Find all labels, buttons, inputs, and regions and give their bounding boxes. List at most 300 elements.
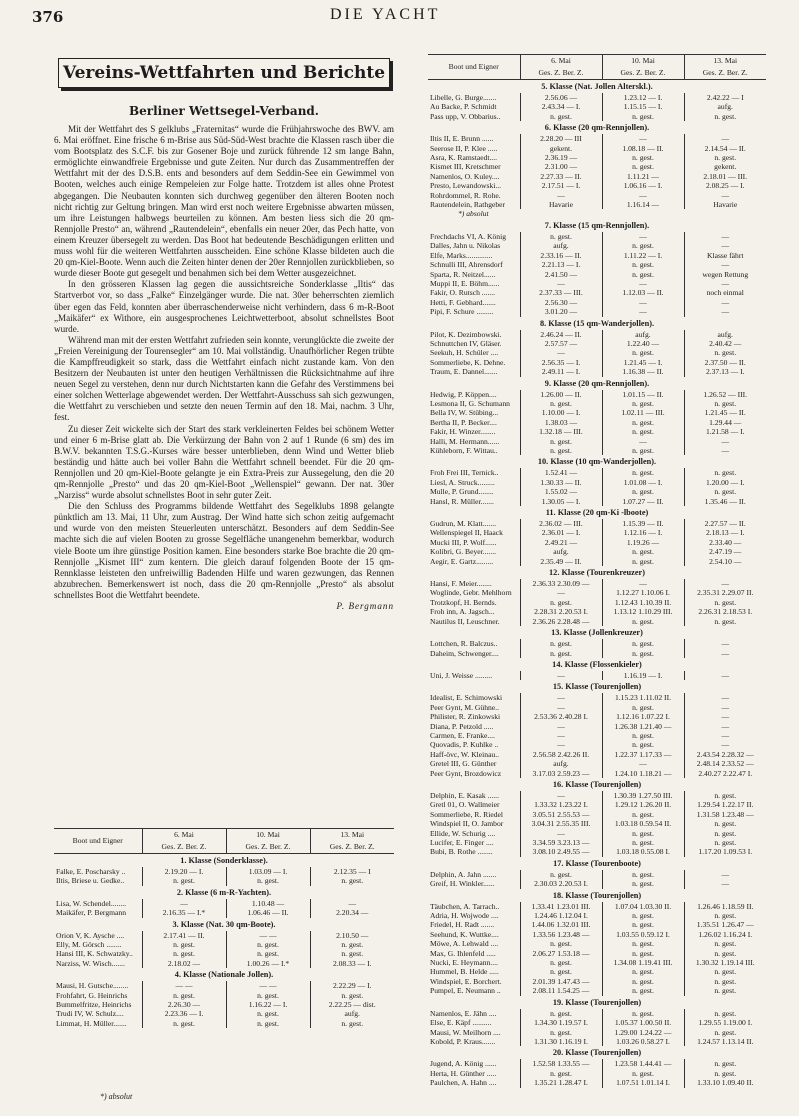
table-row [428, 367, 766, 376]
time-cell: — [684, 307, 766, 316]
time-cell: 2.49.21 — [520, 538, 602, 547]
class-heading: 17. Klasse (Tourenboote) [553, 858, 641, 868]
class-heading: 19. Klasse (Tourenjollen) [552, 997, 642, 1007]
table-row [428, 588, 766, 597]
time-cell: n. gest. [684, 819, 766, 828]
table-row [428, 800, 766, 809]
time-cell: n. gest. [520, 399, 602, 408]
results-table-right [428, 54, 766, 1088]
table-row [428, 497, 766, 506]
class-heading: 4. Klasse (Nationale Jollen). [174, 970, 274, 980]
time-cell: 1.17.20 1.09.53 I. [684, 847, 766, 856]
table-header-row [54, 829, 394, 854]
article-title: Vereins-Wettfahrten und Berichte [62, 63, 386, 83]
time-cell: n. gest. [602, 810, 684, 819]
table-row [428, 102, 766, 111]
time-cell: 2.28.31 2.20.53 I. [520, 607, 602, 616]
table-row [428, 598, 766, 607]
table-row [428, 358, 766, 367]
time-cell: 1.44.06 1.32.01 III. [520, 920, 602, 929]
boat-owner-cell: Hedwig, P. Köppen.... [430, 389, 497, 399]
class-heading-row [54, 854, 394, 868]
article-paragraph: In den grösseren Klassen lag gegen die aussichtsreiche Sonderklasse „Iltis“ das Startverbot vor, so dass „Falke“ Einzelgänger wurde. Die nat. 30er beherrschten ziemlich über egen das Feld, konnten aber überraschenderweise nicht verhindern, dass 6 m-R-Boot „Maikäfer“ ex Withore, ein ausgesprochenes Leichtwetterboot, absolut schnellstes Boot wurde. [54, 279, 394, 334]
boat-owner-cell: Carmen, E. Franke.... [430, 730, 495, 740]
table-row [428, 1037, 766, 1046]
time-cell: — [520, 731, 602, 740]
time-cell: n. gest. [310, 949, 394, 958]
table-row [428, 348, 766, 357]
boat-owner-cell: Nautilus II, Leuschner. [430, 616, 500, 626]
table-row [54, 991, 394, 1000]
time-cell: 2.10.50 — [310, 931, 394, 940]
boat-owner-cell: Mausi, W. Meilhorn .... [430, 1027, 501, 1037]
table-row [54, 931, 394, 940]
time-cell: aufg. [602, 330, 684, 339]
table-row [54, 867, 394, 876]
table-row [428, 902, 766, 911]
table-row [428, 958, 766, 967]
time-cell: n. gest. [520, 870, 602, 879]
table-row [428, 144, 766, 153]
time-cell: — [520, 693, 602, 702]
time-cell: 1.30.39 1.27.50 III. [602, 791, 684, 800]
time-cell: 1.29.00 1.24.22 — [602, 1028, 684, 1037]
time-cell: 2.12.35 — I [310, 867, 394, 876]
boat-owner-cell: Rautendelein, Rathgeber [430, 200, 506, 210]
class-heading: 9. Klasse (20 qm-Rennjollen). [544, 378, 650, 388]
time-cell: 2.56.06 — [520, 93, 602, 102]
table-row [428, 986, 766, 995]
boat-owner-cell: Trotzkopf, H. Bernds. [430, 597, 497, 607]
header-date-3: 13. Mai Ges. Z. Ber. Z. [684, 55, 766, 80]
table-row [428, 617, 766, 626]
time-cell: — [310, 899, 394, 908]
boat-owner-cell: Halli, M. Hermann...... [430, 436, 500, 446]
time-cell: — [142, 899, 226, 908]
time-cell: 1.30.05 — I. [520, 497, 602, 506]
boat-owner-cell: Wellenspiegel II, Haack [430, 528, 503, 538]
table-row [428, 241, 766, 250]
class-heading-row [428, 377, 766, 390]
time-cell: — [684, 232, 766, 241]
time-cell: — [684, 446, 766, 455]
table-row [428, 408, 766, 417]
boat-owner-cell: Seehund, K. Wuttke.... [430, 929, 499, 939]
time-cell: 1.26.02 1.16.24 I. [684, 930, 766, 939]
time-cell: 2.20.34 — [310, 908, 394, 917]
boat-owner-cell: Kismet III, Kretschmer [430, 162, 501, 172]
time-cell: 1.26.46 1.18.59 II. [684, 902, 766, 911]
time-cell: — [520, 588, 602, 597]
time-cell: n. gest. [142, 949, 226, 958]
time-cell: — [684, 241, 766, 250]
table-row [428, 740, 766, 749]
time-cell: 2.27.57 — II. [684, 519, 766, 528]
time-cell: 2.33.16 — II. [520, 251, 602, 260]
time-cell: n. gest. [684, 838, 766, 847]
table-row [428, 838, 766, 847]
time-cell: n. gest. [602, 487, 684, 496]
boat-owner-cell: Pipi, F. Schure ......... [430, 307, 494, 317]
table-row [428, 390, 766, 399]
table-row [428, 791, 766, 800]
time-cell: n. gest. [684, 399, 766, 408]
time-cell: n. gest. [602, 241, 684, 250]
time-cell: 1.01.08 — I. [602, 478, 684, 487]
time-cell: 2.19.20 — I. [142, 867, 226, 876]
boat-owner-cell: Philister, R. Zinkowski [430, 712, 501, 722]
time-cell: aufg. [684, 330, 766, 339]
header-boat: Boot und Eigner [428, 55, 520, 80]
boat-owner-cell: Trudi IV, W. Schulz.... [56, 1009, 124, 1019]
class-heading: 13. Klasse (Jollenkreuzer) [551, 628, 643, 638]
table-row [428, 1018, 766, 1027]
time-cell: 2.33.40 — [684, 538, 766, 547]
time-cell: 2.08.33 — I. [310, 959, 394, 968]
boat-owner-cell: Peer Gynt, Brozdowicz [430, 768, 502, 778]
boat-owner-cell: Frohfahrt, G. Heinrichs [56, 990, 128, 1000]
table-row [428, 437, 766, 446]
table-row [54, 949, 394, 958]
table-row [428, 288, 766, 297]
class-heading-row [428, 889, 766, 902]
boat-owner-cell: Hansl, R. Müller....... [430, 496, 494, 506]
time-cell: n. gest. [602, 639, 684, 648]
boat-owner-cell: Sommerliebe, K. Dehne. [430, 357, 506, 367]
boat-owner-cell: Woglinde, Gebr. Mehlhorn [430, 588, 512, 598]
boat-owner-cell: Froh Frei III, Ternick.. [430, 468, 499, 478]
time-cell: aufg. [520, 547, 602, 556]
time-cell: 1.06.16 — I. [602, 181, 684, 190]
table-row [428, 181, 766, 190]
time-cell: 1.52.41 — [520, 468, 602, 477]
time-cell: — [684, 740, 766, 749]
table-row [428, 1028, 766, 1037]
time-cell: — [684, 260, 766, 269]
boat-owner-cell: Lottchen, R. Balczus.. [430, 639, 498, 649]
time-cell: n. gest. [602, 348, 684, 357]
time-cell: — [520, 703, 602, 712]
time-cell: 1.16.22 — I. [226, 1000, 310, 1009]
time-cell: 1.10.48 — [226, 899, 310, 908]
boat-owner-cell: Au Backe, P. Schmidt [430, 102, 497, 112]
table-row [54, 1019, 394, 1028]
boat-owner-cell: Diana, P. Petzold ..... [430, 721, 494, 731]
table-row [428, 191, 766, 200]
boat-owner-cell: Fakir, H. Winzer........ [430, 427, 496, 437]
time-cell: n. gest. [142, 876, 226, 885]
table-row [54, 876, 394, 885]
time-cell: n. gest. [520, 446, 602, 455]
boat-owner-cell: Fakir, O. Rutsch ....... [430, 288, 496, 298]
time-cell: n. gest. [520, 232, 602, 241]
time-cell: n. gest. [226, 949, 310, 958]
time-cell: n. gest. [226, 876, 310, 885]
time-cell: n. gest. [602, 829, 684, 838]
boat-owner-cell: Asra, K. Ramstaedt.... [430, 153, 498, 163]
table-row [428, 330, 766, 339]
time-cell: 1.35.46 — II. [684, 497, 766, 506]
time-cell: Havarie [520, 200, 602, 209]
time-cell: n. gest. [684, 348, 766, 357]
table-row [428, 418, 766, 427]
boat-owner-cell: Libelle, G. Burge....... [430, 93, 497, 102]
time-cell: 3.17.03 2.59.23 — [520, 769, 602, 778]
table-footnote: *) absolut [458, 209, 489, 219]
time-cell: n. gest. [602, 939, 684, 948]
time-cell: — [520, 191, 602, 200]
class-heading: 8. Klasse (15 qm-Wanderjollen). [539, 318, 655, 328]
time-cell: 1.19.26 — [602, 538, 684, 547]
table-row [428, 172, 766, 181]
time-cell: 1.52.58 1.33.55 — [520, 1059, 602, 1068]
time-cell: 2.56.58 2.42.26 II. [520, 750, 602, 759]
boat-owner-cell: Pumpel, E. Neumann .. [430, 986, 501, 996]
time-cell: gekent. [520, 144, 602, 153]
time-cell: 1.33.56 1.23.48 — [520, 930, 602, 939]
boat-owner-cell: Iltis, Briese u. Gedke.. [56, 876, 125, 886]
table-row [428, 693, 766, 702]
time-cell: 2.23.36 — I. [142, 1009, 226, 1018]
boat-owner-cell: Ellide, W. Schurig .... [430, 828, 496, 838]
time-cell: n. gest. [520, 112, 602, 121]
time-cell: — [684, 703, 766, 712]
table-row [428, 153, 766, 162]
class-heading: 16. Klasse (Tourenjollen) [552, 779, 642, 789]
time-cell: n. gest. [684, 829, 766, 838]
time-cell: 2.35.49 — II. [520, 557, 602, 566]
table-row [428, 939, 766, 948]
time-cell: 2.31.00 — [520, 162, 602, 171]
time-cell: n. gest. [520, 649, 602, 658]
table-row [428, 930, 766, 939]
class-heading-row [428, 80, 766, 94]
time-cell: n. gest. [602, 1009, 684, 1018]
time-cell: 2.56.35 — I. [520, 358, 602, 367]
time-cell: — [684, 671, 766, 680]
boat-owner-cell: Pilot, K. Dezimbowski. [430, 329, 502, 339]
class-heading-row [428, 455, 766, 468]
class-heading: 12. Klasse (Tourenkreuzer) [549, 568, 645, 578]
time-cell: 2.08.11 1.54.25 — [520, 986, 602, 995]
time-cell: 1.08.18 — II. [602, 144, 684, 153]
time-cell: n. gest. [684, 939, 766, 948]
time-cell: 1.24.10 1.18.21 — [602, 769, 684, 778]
time-cell: n. gest. [602, 468, 684, 477]
time-cell: 3.08.10 2.49.55 — [520, 847, 602, 856]
boat-owner-cell: Idealist, E. Schimowski [430, 693, 503, 703]
table-footnote: *) absolut [100, 1092, 133, 1101]
time-cell: n. gest. [602, 557, 684, 566]
class-heading-row [428, 680, 766, 693]
article-paragraph: Mit der Wettfahrt des S gelklubs „Fraternitas“ wurde die Frühjahrswoche des BWV. am 6. Mai eröffnet. Eine frische 6 m-Brise aus Süd-Süd-West brachte die Klassen rasch über die vom Bootsplatz des S.C.F. bis zur Gosener Boje und zurück führende 12 sm lange Bahn, ermöglichte einwandfreie Ergebnisse und gute Zeiten. Nur durch das Zusammentreffen der Wettfahrt mit der des D.S.B. ents and besonders auf dem Seddin-See ein Gewimmel von Booten, welches auch einige Rempeleien zur Folge hatte. Trotzdem ist alles ohne Protest abgegangen. Die Neubauten konnten sich durchweg gegenüber den älteren Booten noch nicht richtig zur Geltung bringen. Man wird erst noch weitere Ergebnisse abwarten müssen, um ihre Leistungen halbwegs beurteilen zu können. Am besten liess sich die 20 qm-Rennjolle Presto“ an, während „Rautendelein“, ebenfalls ein neuer 20er, das Pech hatte, von einem Kreuzer übersegelt zu werden. Das Boot hat bedeutende Beschädigungen erlitten und muss wohl für die weiteren Wettfahrten ausscheiden. Eine schöne Klasse bildeten auch die 20 qm-Kiel-Boote. Wenn auch die Zeiten hinter denen der 20er Rennjollen zurückblieben, so wurde dieser Boote gut gesegelt und benahmen sich bei dem Wetter ausgezeichnet. [54, 124, 394, 279]
time-cell: — [684, 731, 766, 740]
time-cell: 2.37.33 — III. [520, 288, 602, 297]
boat-owner-cell: Kühleborn, F. Wittau.. [430, 446, 498, 455]
boat-owner-cell: Lucifer, E. Finger .... [430, 838, 494, 847]
boat-owner-cell: Else, E. Käpf .......... [430, 1018, 492, 1028]
table-row [428, 538, 766, 547]
time-cell: 1.31.58 1.23.48 — [684, 810, 766, 819]
boat-owner-cell: Schnulli III, Ahrensdorf [430, 260, 503, 270]
time-cell: n. gest. [684, 487, 766, 496]
class-heading: 14. Klasse (Flossenkieler) [552, 659, 642, 669]
table-row [54, 981, 394, 990]
boat-owner-cell: Limmat, H. Müller....... [56, 1018, 127, 1028]
table-row [428, 759, 766, 768]
class-heading: 20. Klasse (Tourenjollen) [552, 1048, 642, 1058]
boat-owner-cell: Lisa, W. Schendel........ [56, 898, 127, 908]
boat-owner-cell: Seerose II, P. Klee ..... [430, 143, 498, 153]
table-row [54, 908, 394, 917]
time-cell: 2.43.54 2.28.32 — [684, 750, 766, 759]
time-cell: n. gest. [602, 870, 684, 879]
boat-owner-cell: Falke, E. Poscharsky .. [56, 867, 126, 876]
class-heading-row [54, 968, 394, 981]
class-heading: 7. Klasse (15 qm-Rennjollen). [544, 220, 650, 230]
class-heading-row [428, 121, 766, 134]
time-cell: aufg. [684, 102, 766, 111]
boat-owner-cell: Gretel III, G. Günther [430, 759, 497, 769]
time-cell: 2.43.34 — I. [520, 102, 602, 111]
time-cell: 1.38.03 — [520, 418, 602, 427]
table-row [428, 731, 766, 740]
header-date-3: 13. Mai Ges. Z. Ber. Z. [310, 829, 394, 854]
running-head: DIE YACHT [330, 6, 441, 23]
time-cell: aufg. [520, 241, 602, 250]
time-cell: 1.11.22 — I. [602, 251, 684, 260]
boat-owner-cell: Liesl, A. Struck......... [430, 477, 495, 487]
boat-owner-cell: Hummel, B. Helde ..... [430, 967, 499, 977]
time-cell: 1.07.51 1.01.14 I. [602, 1078, 684, 1087]
time-cell: 1.16.14 — [602, 200, 684, 209]
table-row [428, 232, 766, 241]
time-cell: 1.23.58 1.44.41 — [602, 1059, 684, 1068]
table-row [428, 870, 766, 879]
time-cell: n. gest. [602, 112, 684, 121]
time-cell: n. gest. [684, 949, 766, 958]
time-cell: n. gest. [684, 911, 766, 920]
time-cell: n. gest. [310, 876, 394, 885]
table-row [428, 399, 766, 408]
time-cell: 2.36.19 — [520, 153, 602, 162]
class-heading-row [428, 658, 766, 671]
class-heading-row [428, 778, 766, 791]
time-cell: n. gest. [602, 949, 684, 958]
time-cell: — [684, 134, 766, 143]
time-cell: — [602, 759, 684, 768]
boat-owner-cell: Paulchen, A. Hahn .... [430, 1078, 497, 1088]
time-cell: — [602, 307, 684, 316]
time-cell: n. gest. [142, 991, 226, 1000]
time-cell: 1.12.16 — I. [602, 528, 684, 537]
time-cell: 2.18.13 — I. [684, 528, 766, 537]
time-cell: 1.35.51 1.26.47 — [684, 920, 766, 929]
time-cell: 1.33.32 1.23.22 I. [520, 800, 602, 809]
table-row [428, 270, 766, 279]
class-heading-row [428, 857, 766, 870]
time-cell: n. gest. [602, 740, 684, 749]
table-row [428, 519, 766, 528]
time-cell: n. gest. [602, 731, 684, 740]
class-heading-row [54, 886, 394, 899]
table-row [428, 769, 766, 778]
time-cell: — [684, 693, 766, 702]
time-cell: 1.12.03 — II. [602, 288, 684, 297]
time-cell: n. gest. [602, 838, 684, 847]
time-cell: n. gest. [226, 1019, 310, 1028]
boat-owner-cell: Kolibri, G. Beyer....... [430, 547, 497, 557]
time-cell: 2.36.26 2.28.48 — [520, 617, 602, 626]
article-paragraph: Die den Schluss des Programms bildende Wettfahrt des Segelklubs 1898 gelangte pünktlich am 13. Mai, 11 Uhr, zum Austrag. Der Wind hatte sich schon zeitig aufgemacht und wurde von den meisten Steuerleuten unterschätzt. Besonders auf dem Seddin-See machte sich die auf vielen Booten zu grosse Segelfläche unangenehm bemerkbar, wodurch viele Boote um ihre günstige Position kamen. Eine besonders starke Boe brachte die 20 qm-Rennjolle „Kismet III“ zum kentern. Die gleich darauf folgenden Boote der 15 qm-Rennklasse leisteten den unfreiwillig Badenden Hilfe und waren gezwungen, das Rennen abzubrechen. Bemerkenswert ist noch, dass die 20 qm-Rennjolle „Presto“ als absolut schnellstes Boot die Wettfahrt beendete. [54, 501, 394, 600]
boat-owner-cell: Elfe, Marks.............. [430, 250, 493, 260]
table-row [428, 703, 766, 712]
boat-owner-cell: Aegir, E. Gartz......... [430, 556, 494, 566]
time-cell: — [602, 232, 684, 241]
time-cell: n. gest. [602, 418, 684, 427]
time-cell: 1.26.38 1.21.40 — [602, 722, 684, 731]
time-cell: n. gest. [520, 958, 602, 967]
time-cell: n. gest. [684, 791, 766, 800]
time-cell: n. gest. [684, 1069, 766, 1078]
time-cell: noch einmal [684, 288, 766, 297]
time-cell: n. gest. [602, 270, 684, 279]
time-cell: 1.16.38 — II. [602, 367, 684, 376]
time-cell: — [602, 298, 684, 307]
table-row [428, 200, 766, 209]
boat-owner-cell: Quovadis, P. Kuhlke .. [430, 740, 499, 750]
time-cell: n. gest. [520, 1069, 602, 1078]
time-cell: — [684, 191, 766, 200]
boat-owner-cell: Daheim, Schwenger.... [430, 648, 499, 658]
time-cell: 2.37.50 — II. [684, 358, 766, 367]
time-cell: 1.32.18 — III. [520, 427, 602, 436]
time-cell: n. gest. [602, 1069, 684, 1078]
time-cell: 2.53.36 2.40.28 I. [520, 712, 602, 721]
time-cell: n. gest. [226, 1009, 310, 1018]
time-cell: 1.12.16 1.07.22 I. [602, 712, 684, 721]
time-cell: wegen Rettung [684, 270, 766, 279]
table-row [428, 112, 766, 121]
class-heading: 18. Klasse (Tourenjollen) [552, 890, 642, 900]
time-cell: 1.24.46 1.12.04 I. [520, 911, 602, 920]
boat-owner-cell: Maikäfer, P. Bergmann [56, 908, 126, 918]
time-cell: — [602, 134, 684, 143]
table-row [428, 712, 766, 721]
boat-owner-cell: Herta, H. Günther ..... [430, 1068, 497, 1078]
boat-owner-cell: Hansi, F. Meier........ [430, 579, 492, 589]
boat-owner-cell: Presto, Lewandowski... [430, 181, 502, 191]
time-cell: 2.57.57 — [520, 339, 602, 348]
time-cell: Havarie [684, 200, 766, 209]
time-cell: 1.15.15 — I. [602, 102, 684, 111]
boat-owner-cell: Delphin, E. Kasak ...... [430, 790, 499, 800]
time-cell: aufg. [520, 759, 602, 768]
time-cell: — [684, 722, 766, 731]
time-cell: 1.29.55 1.19.00 I. [684, 1018, 766, 1027]
time-cell: — — [142, 981, 226, 990]
time-cell: 2.18.01 — III. [684, 172, 766, 181]
class-heading-row [428, 996, 766, 1009]
time-cell: 2.36.02 — III. [520, 519, 602, 528]
time-cell: — [684, 879, 766, 888]
time-cell: — [520, 791, 602, 800]
table-row [428, 279, 766, 288]
table-row [428, 487, 766, 496]
time-cell: 1.33.41 1.23.01 III. [520, 902, 602, 911]
time-cell: n. gest. [602, 879, 684, 888]
table-row [428, 1078, 766, 1087]
